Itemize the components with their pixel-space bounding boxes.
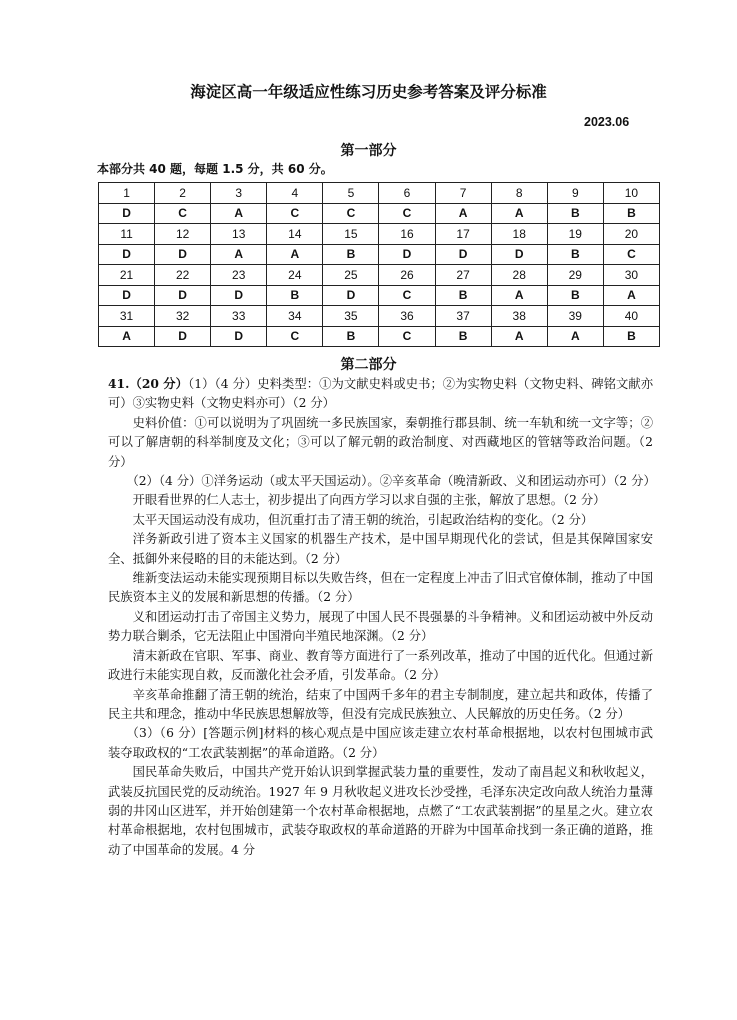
question-number-cell: 38 bbox=[491, 306, 547, 327]
q41-label: 41.（20 分） bbox=[108, 376, 189, 391]
answer-cell: B bbox=[603, 203, 659, 224]
answer-cell: A bbox=[99, 326, 155, 347]
question-number-cell: 40 bbox=[603, 306, 659, 327]
question-number-cell: 29 bbox=[547, 265, 603, 286]
question-number-row bbox=[99, 265, 660, 286]
question-number-cell: 22 bbox=[155, 265, 211, 286]
question-number-cell: 6 bbox=[379, 183, 435, 204]
answer-cell: A bbox=[211, 203, 267, 224]
question-number-cell: 12 bbox=[155, 224, 211, 245]
answer-cell: D bbox=[155, 285, 211, 306]
question-number-cell: 2 bbox=[155, 183, 211, 204]
part1-intro: 本部分共 40 题，每题 1.5 分，共 60 分。 bbox=[97, 162, 333, 176]
answer-cell: D bbox=[491, 244, 547, 265]
question-number-cell: 13 bbox=[211, 224, 267, 245]
answer-cell: C bbox=[267, 203, 323, 224]
answer-cell: C bbox=[379, 203, 435, 224]
answer-row bbox=[99, 326, 660, 347]
question-number-cell: 26 bbox=[379, 265, 435, 286]
answer-row bbox=[99, 285, 660, 306]
q41-part3-paragraph bbox=[108, 724, 653, 763]
answer-paragraph: 开眼看世界的仁人志士，初步提出了向西方学习以求自强的主张，解放了思想。（2 分） bbox=[132, 493, 606, 508]
answer-paragraph: 国民革命失败后，中国共产党开始认识到掌握武装力量的重要性，发动了南昌起义和秋收起义，武装反抗国民党的反动统治。1927 年 9 月秋收起义进攻长沙受挫，毛泽东决定改向敌人统治力量薄弱的井冈山区进军，并开始创建第一个农村革命根据地，点燃了“工农武装割据”的星星之火。建立农村革命根据地，农村包围城市，武装夺取政权的革命道路的开辟为中国革命找到一条正确的道路，推动了中国革命的发展。4 分 bbox=[108, 765, 653, 857]
answer-cell: B bbox=[435, 326, 491, 347]
answer-cell: C bbox=[267, 326, 323, 347]
answer-cell: A bbox=[211, 244, 267, 265]
question-number-cell: 39 bbox=[547, 306, 603, 327]
answer-cell: A bbox=[491, 285, 547, 306]
question-number-cell: 35 bbox=[323, 306, 379, 327]
question-number-cell: 23 bbox=[211, 265, 267, 286]
answer-cell: D bbox=[211, 285, 267, 306]
answer-row bbox=[99, 203, 660, 224]
question-number-cell: 3 bbox=[211, 183, 267, 204]
answer-cell: B bbox=[547, 203, 603, 224]
q41-part2-paragraph: （2）（4 分）①洋务运动（或太平天国运动）。②辛亥革命（晚清新政、义和团运动亦可）（2 分） bbox=[126, 474, 656, 489]
question-number-cell: 14 bbox=[267, 224, 323, 245]
answer-cell: C bbox=[379, 326, 435, 347]
question-number-cell: 30 bbox=[603, 265, 659, 286]
question-number-cell: 15 bbox=[323, 224, 379, 245]
question-number-row bbox=[99, 183, 660, 204]
q41-part1-types: （1）（4 分）史料类型：①为文献史料或史书；②为实物史料（文物史料、碑铭文献亦可）③实物史料（文物史料亦可）（2 分） bbox=[108, 377, 653, 411]
question-number-cell: 17 bbox=[435, 224, 491, 245]
answer-cell: D bbox=[155, 244, 211, 265]
question-number-cell: 16 bbox=[379, 224, 435, 245]
question-number-cell: 33 bbox=[211, 306, 267, 327]
question-number-cell: 18 bbox=[491, 224, 547, 245]
answer-cell: B bbox=[267, 285, 323, 306]
question-number-cell: 31 bbox=[99, 306, 155, 327]
page-title: 海淀区高一年级适应性练习历史参考答案及评分标准 bbox=[190, 83, 547, 101]
question-number-cell: 4 bbox=[267, 183, 323, 204]
question-number-row bbox=[99, 306, 660, 327]
answer-cell: D bbox=[435, 244, 491, 265]
question-number-cell: 25 bbox=[323, 265, 379, 286]
question-number-cell: 1 bbox=[99, 183, 155, 204]
question-number-cell: 36 bbox=[379, 306, 435, 327]
answer-paragraph: 洋务新政引进了资本主义国家的机器生产技术，是中国早期现代化的尝试，但是其保障国家安全、抵御外来侵略的目的未能达到。（2 分） bbox=[108, 532, 653, 566]
answer-paragraph: 清末新政在官职、军事、商业、教育等方面进行了一系列改革，推动了中国的近代化。但通过新政进行未能实现自救，反而激化社会矛盾，引发革命。（2 分） bbox=[108, 648, 653, 683]
answer-cell: B bbox=[435, 285, 491, 306]
answer-cell: A bbox=[491, 326, 547, 347]
answer-paragraph: 维新变法运动未能实现预期目标以失败告终，但在一定程度上冲击了旧式官僚体制，推动了中国民族资本主义的发展和新思想的传播。（2 分） bbox=[108, 571, 653, 605]
part2-body bbox=[108, 374, 656, 860]
answer-cell: D bbox=[211, 326, 267, 347]
answer-cell: B bbox=[547, 244, 603, 265]
answer-cell: C bbox=[603, 244, 659, 265]
question-number-cell: 20 bbox=[603, 224, 659, 245]
answer-cell: A bbox=[491, 203, 547, 224]
q41-part3-core: 材料的核心观点是中国应该走建立农村革命根据地，以农村包围城市武装夺取政权的“工农武装割据”的革命道路。（2 分） bbox=[108, 726, 653, 760]
answer-cell: B bbox=[603, 326, 659, 347]
answer-cell: B bbox=[547, 285, 603, 306]
answer-row bbox=[99, 244, 660, 265]
question-number-cell: 24 bbox=[267, 265, 323, 286]
answer-cell: A bbox=[435, 203, 491, 224]
answer-cell: D bbox=[99, 203, 155, 224]
question-number-cell: 5 bbox=[323, 183, 379, 204]
answer-paragraph: 义和团运动打击了帝国主义势力，展现了中国人民不畏强暴的斗争精神。义和团运动被中外反动势力联合剿杀，它无法阻止中国滑向半殖民地深渊。（2 分） bbox=[108, 609, 653, 644]
question-number-cell: 8 bbox=[491, 183, 547, 204]
answer-table bbox=[98, 182, 660, 347]
question-number-cell: 19 bbox=[547, 224, 603, 245]
answer-paragraph: 辛亥革命推翻了清王朝的统治，结束了中国两千多年的君主专制制度，建立起共和政体，传播了民主共和理念，推动中华民族思想解放等，但没有完成民族独立、人民解放的历史任务。（2 分） bbox=[108, 687, 653, 721]
question-number-cell: 11 bbox=[99, 224, 155, 245]
answer-cell: A bbox=[547, 326, 603, 347]
answer-cell: D bbox=[99, 285, 155, 306]
answer-cell: D bbox=[99, 244, 155, 265]
question-number-cell: 34 bbox=[267, 306, 323, 327]
question-number-cell: 10 bbox=[603, 183, 659, 204]
part2-heading: 第二部分 bbox=[340, 357, 397, 373]
question-number-row bbox=[99, 224, 660, 245]
question-number-cell: 37 bbox=[435, 306, 491, 327]
answer-cell: C bbox=[379, 285, 435, 306]
answer-cell: D bbox=[155, 326, 211, 347]
answer-cell: A bbox=[603, 285, 659, 306]
question-number-cell: 9 bbox=[547, 183, 603, 204]
answer-cell: B bbox=[323, 244, 379, 265]
q41-part3-label: （3）（6 分）[答题示例] bbox=[126, 726, 264, 741]
question-number-cell: 27 bbox=[435, 265, 491, 286]
answer-cell: B bbox=[323, 326, 379, 347]
answer-cell: C bbox=[155, 203, 211, 224]
answer-cell: D bbox=[323, 285, 379, 306]
answer-cell: D bbox=[379, 244, 435, 265]
answer-paragraph: 太平天国运动没有成功，但沉重打击了清王朝的统治，引起政治结构的变化。（2 分） bbox=[132, 512, 594, 527]
question-number-cell: 21 bbox=[99, 265, 155, 286]
answer-cell: A bbox=[267, 244, 323, 265]
part1-heading: 第一部分 bbox=[340, 143, 397, 159]
question-number-cell: 28 bbox=[491, 265, 547, 286]
q41-first-paragraph bbox=[108, 374, 653, 414]
question-number-cell: 32 bbox=[155, 306, 211, 327]
exam-date: 2023.06 bbox=[584, 115, 630, 129]
answer-cell: C bbox=[323, 203, 379, 224]
source-value-paragraph: 史料价值：①可以说明为了巩固统一多民族国家，秦朝推行郡县制、统一车轨和统一文字等；②可以了解唐朝的科举制度及文化；③可以了解元朝的政治制度、对西藏地区的管辖等政治问题。（2 分） bbox=[108, 415, 653, 469]
question-number-cell: 7 bbox=[435, 183, 491, 204]
